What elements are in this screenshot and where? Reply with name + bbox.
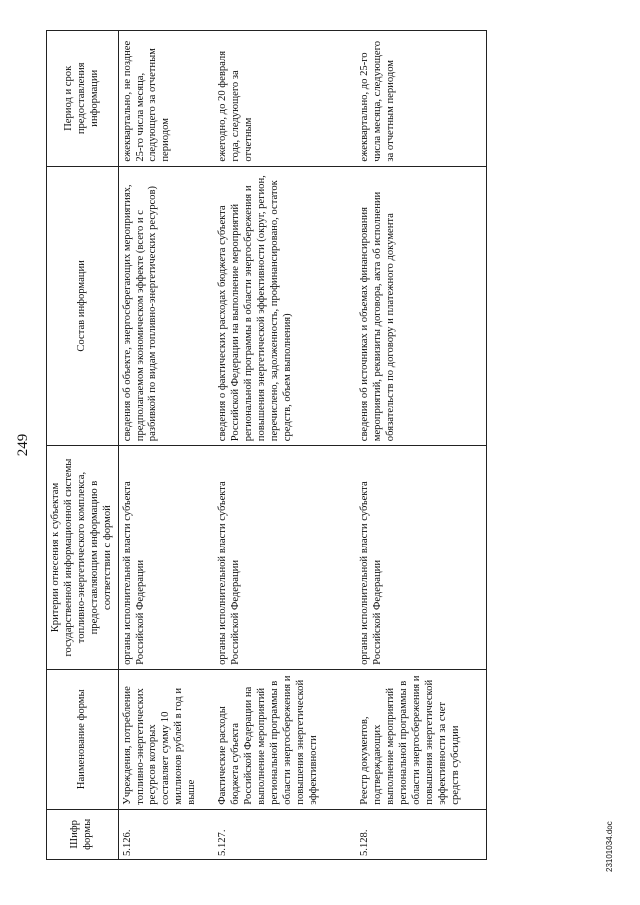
table-header-row <box>47 31 119 860</box>
row-content: сведения об объекте, энергосберегающих мероприятиях, предполагаемом экономическом эффекте (всего и с разбивкой по видам топливно-энергетических ресурсов) <box>118 166 214 446</box>
rotated-page <box>15 30 614 872</box>
row-code: 5.126. <box>118 809 214 859</box>
row-period: ежеквартально, до 25-го числа месяца, следующего за отчетным периодом <box>356 31 486 167</box>
row-period: ежегодно, до 20 февраля года, следующего за отчетным <box>214 31 356 167</box>
table-row <box>118 31 214 860</box>
row-criteria: органы исполнительной власти субъекта Российской Федерации <box>214 446 356 670</box>
row-code: 5.127. <box>214 809 356 859</box>
row-name: Реестр документов, подтверждающих выполнение мероприятий региональной программы в области энергосбережения и повышения энергетической эффективности за счет средств субсидии <box>356 669 486 809</box>
row-criteria: органы исполнительной власти субъекта Российской Федерации <box>118 446 214 670</box>
header-period: Период и срок предоставления информации <box>47 31 119 167</box>
row-content: сведения об источниках и объемах финансирования мероприятий, реквизиты договора, акта об исполнении обязательств по договору и платежного документа <box>356 166 486 446</box>
header-name: Наименование формы <box>47 669 119 809</box>
row-code: 5.128. <box>356 809 486 859</box>
row-criteria: органы исполнительной власти субъекта Российской Федерации <box>356 446 486 670</box>
forms-table <box>46 30 487 860</box>
document-id: 23101034.doc <box>605 821 614 872</box>
table-row <box>356 31 486 860</box>
header-content: Состав информации <box>47 166 119 446</box>
row-period: ежеквартально, не позднее 25-го числа месяца, следующего за отчетным периодом <box>118 31 214 167</box>
header-criteria: Критерии отнесения к субъектам государственной информационной системы топливно-энергетического комплекса, предоставляющим информацию в соответствии с формой <box>47 446 119 670</box>
header-code: Шифр формы <box>47 809 119 859</box>
row-name: Учреждения, потребление топливно-энергетических ресурсов которых составляет сумму 10 миллионов рублей в год и выше <box>118 669 214 809</box>
row-name: Фактические расходы бюджета субъекта Российской Федерации на выполнение мероприятий региональной программы в области энергосбережения и повышения энергетической эффективности <box>214 669 356 809</box>
page-number: 249 <box>15 433 31 457</box>
row-content: сведения о фактических расходах бюджета субъекта Российской Федерации на выполнение мероприятий региональной программы в области энергосбережения и повышения энергетической эффективности (округ, регион, перечислено, задолженность, профинансировано, остаток средств, объем выполнения) <box>214 166 356 446</box>
table-row <box>214 31 356 860</box>
